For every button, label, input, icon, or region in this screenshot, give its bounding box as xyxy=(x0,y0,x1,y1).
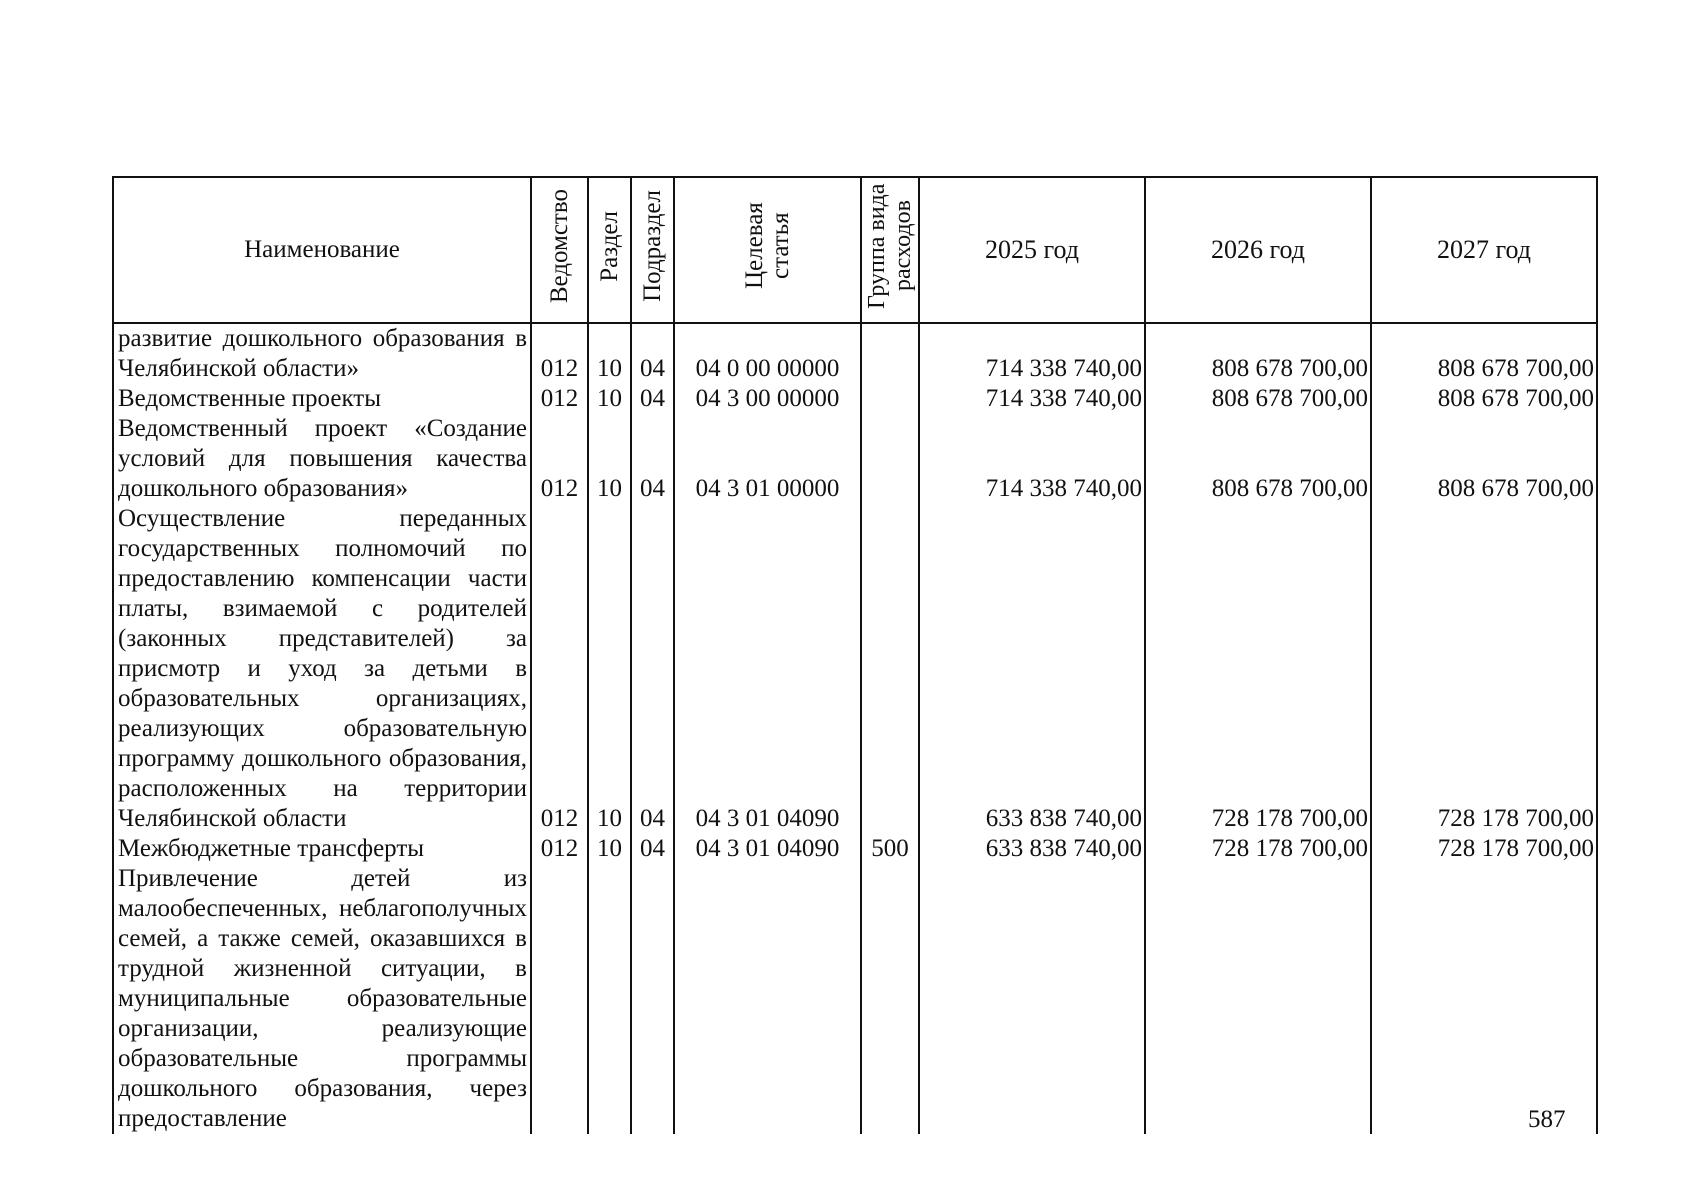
row-amount-2026 xyxy=(1145,864,1371,1134)
row-amount-2027: 728 178 700,00 xyxy=(1371,504,1597,834)
row-podrazdel: 04 xyxy=(631,834,674,864)
row-gruppa xyxy=(861,864,919,1134)
header-gruppa-vida-raskhodov: Группа вида расходов xyxy=(861,177,919,323)
row-vedomstvo: 012 xyxy=(531,323,588,384)
row-vedomstvo xyxy=(531,864,588,1134)
row-podrazdel xyxy=(631,864,674,1134)
table-header-row xyxy=(113,177,1597,323)
row-celevaya-statya: 04 3 01 00000 xyxy=(674,414,861,504)
row-name: развитие дошкольного образования в Челябинской области» xyxy=(113,323,531,384)
row-celevaya-statya: 04 0 00 00000 xyxy=(674,323,861,384)
row-gruppa: 500 xyxy=(861,834,919,864)
row-razdel: 10 xyxy=(588,414,631,504)
row-podrazdel: 04 xyxy=(631,414,674,504)
table-row xyxy=(113,384,1597,414)
row-celevaya-statya: 04 3 01 04090 xyxy=(674,834,861,864)
row-celevaya-statya xyxy=(674,864,861,1134)
table-row xyxy=(113,834,1597,864)
row-amount-2026: 808 678 700,00 xyxy=(1145,414,1371,504)
row-vedomstvo: 012 xyxy=(531,834,588,864)
row-vedomstvo: 012 xyxy=(531,414,588,504)
row-amount-2027: 808 678 700,00 xyxy=(1371,384,1597,414)
row-amount-2027 xyxy=(1371,864,1597,1134)
row-amount-2027: 808 678 700,00 xyxy=(1371,414,1597,504)
row-amount-2025: 714 338 740,00 xyxy=(919,384,1145,414)
row-amount-2026: 808 678 700,00 xyxy=(1145,323,1371,384)
budget-table xyxy=(112,176,1598,1134)
row-celevaya-statya: 04 3 01 04090 xyxy=(674,504,861,834)
row-amount-2027: 728 178 700,00 xyxy=(1371,834,1597,864)
table-row xyxy=(113,414,1597,504)
row-gruppa xyxy=(861,384,919,414)
header-name: Наименование xyxy=(113,177,531,323)
header-vedomstvo: Ведомство xyxy=(531,177,588,323)
row-name: Межбюджетные трансферты xyxy=(113,834,531,864)
row-amount-2025: 633 838 740,00 xyxy=(919,504,1145,834)
row-name: Привлечение детей из малообеспеченных, неблагополучных семей, а также семей, оказавшихся в трудной жизненной ситуации, в муниципальные образовательные организации, реализующие образовательные программы дошкольного образования, через предоставление xyxy=(113,864,531,1134)
row-amount-2026: 728 178 700,00 xyxy=(1145,834,1371,864)
row-amount-2027: 808 678 700,00 xyxy=(1371,323,1597,384)
header-year-2027: 2027 год xyxy=(1371,177,1597,323)
row-gruppa xyxy=(861,504,919,834)
row-podrazdel: 04 xyxy=(631,323,674,384)
row-amount-2025 xyxy=(919,864,1145,1134)
row-celevaya-statya: 04 3 00 00000 xyxy=(674,384,861,414)
header-year-2026: 2026 год xyxy=(1145,177,1371,323)
row-amount-2025: 633 838 740,00 xyxy=(919,834,1145,864)
row-razdel: 10 xyxy=(588,323,631,384)
page-number: 587 xyxy=(1528,1106,1566,1133)
table-row xyxy=(113,323,1597,384)
row-razdel: 10 xyxy=(588,384,631,414)
row-vedomstvo: 012 xyxy=(531,384,588,414)
header-podrazdel: Подраздел xyxy=(631,177,674,323)
row-razdel xyxy=(588,864,631,1134)
row-name: Ведомственный проект «Создание условий для повышения качества дошкольного образования» xyxy=(113,414,531,504)
row-amount-2025: 714 338 740,00 xyxy=(919,414,1145,504)
row-name: Ведомственные проекты xyxy=(113,384,531,414)
header-celevaya-statya: Целевая статья xyxy=(674,177,861,323)
row-gruppa xyxy=(861,323,919,384)
row-vedomstvo: 012 xyxy=(531,504,588,834)
row-gruppa xyxy=(861,414,919,504)
row-amount-2026: 728 178 700,00 xyxy=(1145,504,1371,834)
row-amount-2026: 808 678 700,00 xyxy=(1145,384,1371,414)
row-razdel: 10 xyxy=(588,834,631,864)
table-row xyxy=(113,504,1597,834)
table-row xyxy=(113,864,1597,1134)
row-podrazdel: 04 xyxy=(631,384,674,414)
row-podrazdel: 04 xyxy=(631,504,674,834)
row-razdel: 10 xyxy=(588,504,631,834)
header-razdel: Раздел xyxy=(588,177,631,323)
row-name: Осуществление переданных государственных полномочий по предоставлению компенсации части платы, взимаемой с родителей (законных представителей) за присмотр и уход за детьми в образовательных организациях, реализующих образовательную программу дошкольного образования, расположенных на территории Челябинской области xyxy=(113,504,531,834)
header-year-2025: 2025 год xyxy=(919,177,1145,323)
row-amount-2025: 714 338 740,00 xyxy=(919,323,1145,384)
